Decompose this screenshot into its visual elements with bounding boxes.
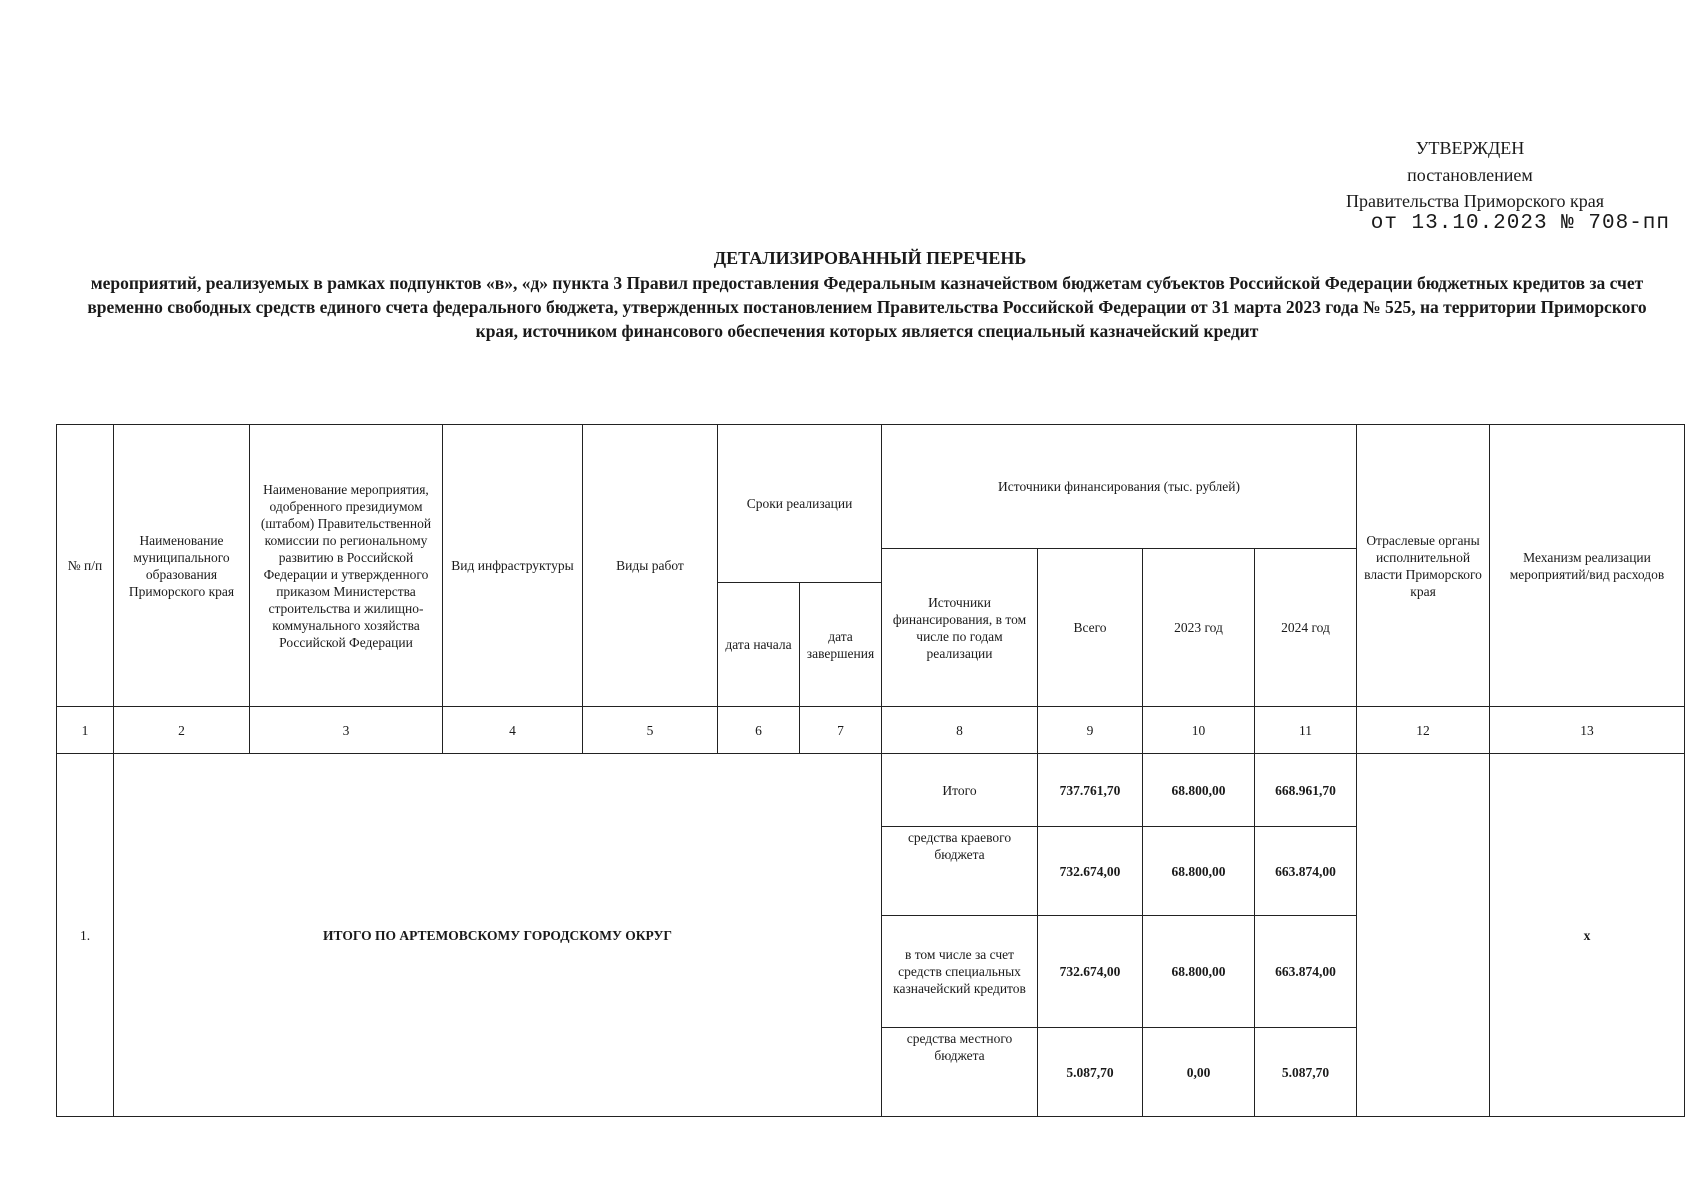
source-type-cell: в том числе за счет средств специальных казначейский кредитов [882,916,1038,1028]
table-row [57,754,1685,827]
mechanism-mark: x [1490,754,1685,1117]
column-numbers-row [57,707,1685,754]
year-2024-cell: 668.961,70 [1255,754,1357,827]
year-2023-cell: 0,00 [1143,1028,1255,1117]
column-number: 10 [1143,707,1255,754]
column-number: 2 [114,707,250,754]
column-number: 6 [718,707,800,754]
header-sources: Источники финансирования (тыс. рублей) [882,425,1357,549]
column-number: 12 [1357,707,1490,754]
year-2024-cell: 663.874,00 [1255,827,1357,916]
header-infrastructure: Вид инфраструктуры [443,425,583,707]
year-2024-cell: 5.087,70 [1255,1028,1357,1117]
approval-number: от 13.10.2023 № 708-пп [1370,212,1670,235]
year-2023-cell: 68.800,00 [1143,827,1255,916]
header-mechanism: Механизм реализации мероприятий/вид расходов [1490,425,1685,707]
document-title: ДЕТАЛИЗИРОВАННЫЙ ПЕРЕЧЕНЬ [713,248,1027,268]
column-number: 9 [1038,707,1143,754]
approval-decree: постановлением [1407,165,1533,185]
header-total: Всего [1038,549,1143,707]
header-2023: 2023 год [1143,549,1255,707]
year-2023-cell: 68.800,00 [1143,916,1255,1028]
source-type-cell: Итого [882,754,1038,827]
year-2023-cell: 68.800,00 [1143,754,1255,827]
total-cell: 5.087,70 [1038,1028,1143,1117]
column-number: 7 [800,707,882,754]
column-number: 4 [443,707,583,754]
total-cell: 732.674,00 [1038,916,1143,1028]
approval-authority: Правительства Приморского края [1345,191,1605,211]
header-end-date: дата завершения [800,583,882,707]
group-name: ИТОГО ПО АРТЕМОВСКОМУ ГОРОДСКОМУ ОКРУГ [114,754,882,1117]
header-no: № п/п [57,425,114,707]
group-index: 1. [57,754,114,1117]
activities-table [56,424,1685,1117]
total-cell: 737.761,70 [1038,754,1143,827]
header-start-date: дата начала [718,583,800,707]
column-number: 8 [882,707,1038,754]
document-subtitle: мероприятий, реализуемых в рамках подпунктов «в», «д» пункта 3 Правил предоставления Федеральным казначейством бюджетам субъектов Российской Федерации бюджетных кредитов за счет временно свободных средств единого счета федерального бюджета, утвержденных постановлением Правительства Российской Федерации от 31 марта 2023 года № 525, на территории Приморского края, источником финансового обеспечения которых является специальный казначейский кредит [87,273,1647,341]
column-number: 1 [57,707,114,754]
column-number: 13 [1490,707,1685,754]
header-activity: Наименование мероприятия, одобренного президиумом (штабом) Правительственной комиссии по региональному развитию в Российской Федерации и утвержденного приказом Министерства строительства и жилищно-коммунального хозяйства Российской Федерации [250,425,443,707]
source-type-cell: средства краевого бюджета [882,827,1038,916]
authority-cell [1357,754,1490,1117]
approval-heading: УТВЕРЖДЕН [1415,138,1525,158]
header-2024: 2024 год [1255,549,1357,707]
header-terms: Сроки реализации [718,425,882,583]
total-cell: 732.674,00 [1038,827,1143,916]
source-type-cell: средства местного бюджета [882,1028,1038,1117]
column-number: 3 [250,707,443,754]
header-work-types: Виды работ [583,425,718,707]
header-municipality: Наименование муниципального образования Приморского края [114,425,250,707]
column-number: 5 [583,707,718,754]
year-2024-cell: 663.874,00 [1255,916,1357,1028]
header-source-type: Источники финансирования, в том числе по годам реализации [882,549,1038,707]
header-authorities: Отраслевые органы исполнительной власти Приморского края [1357,425,1490,707]
column-number: 11 [1255,707,1357,754]
